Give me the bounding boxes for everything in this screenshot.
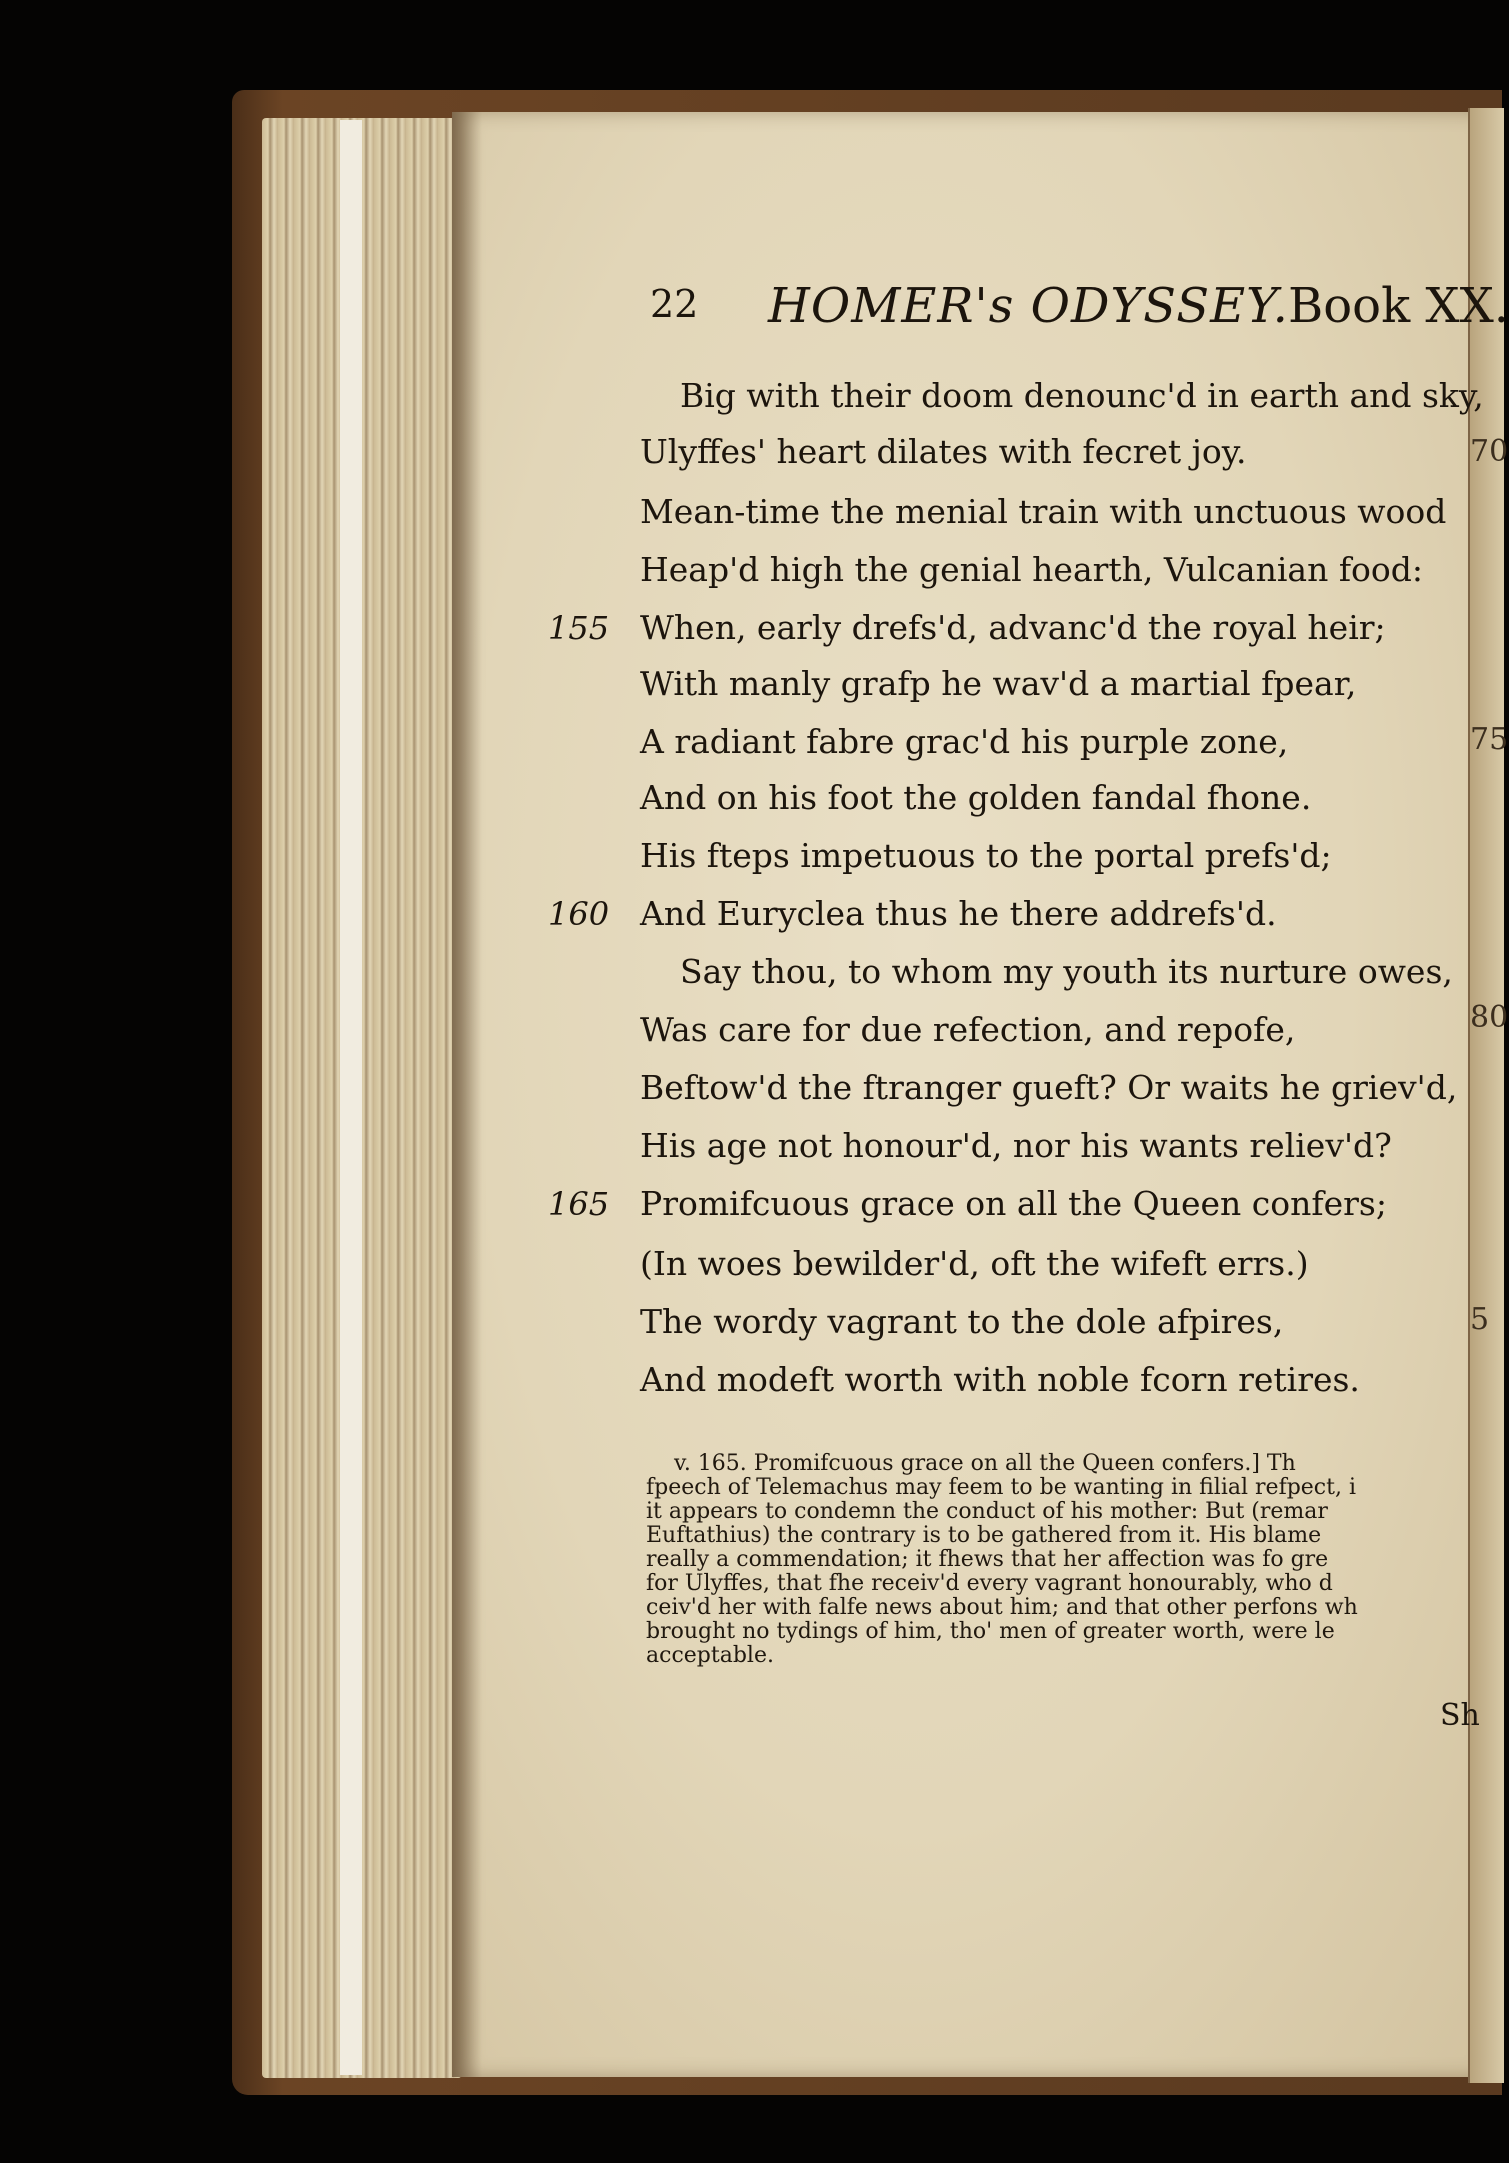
book-section: Book XX. [1288,278,1509,334]
verse-line: His age not honour'd, nor his wants reliev'd? [640,1126,1392,1165]
page-number: 22 [650,282,699,326]
catchword: Sh [1440,1698,1480,1733]
gutter-shadow [452,112,482,2077]
verse-line: With manly grafp he wav'd a martial fpear, [640,664,1357,703]
verse-line: And modeft worth with noble fcorn retires. [640,1360,1360,1399]
verse-line: Beftow'd the ftranger gueft? Or waits he griev'd, [640,1068,1458,1107]
facing-line-number: 75 [1470,722,1509,757]
facing-line-number: 80 [1470,1000,1509,1035]
verse-line: The wordy vagrant to the dole afpires, [640,1302,1284,1341]
page-edges [262,118,462,2078]
verse-line: Promifcuous grace on all the Queen confers; [640,1184,1387,1223]
verse-line: Mean-time the menial train with unctuous wood [640,492,1447,531]
footnote-line: it appears to condemn the conduct of his mother: But (remar [646,1499,1328,1524]
footnote [646,1452,1466,1668]
footnote-line: Euftathius) the contrary is to be gathered from it. His blame [646,1523,1322,1548]
verse-line: And on his foot the golden fandal fhone. [640,778,1312,817]
facing-line-number: 5 [1470,1302,1490,1337]
verse-line: Was care for due refection, and repofe, [640,1010,1296,1049]
line-number: 155 [548,609,610,647]
page-edge-highlight [340,120,362,2075]
facing-line-number: 70 [1470,434,1509,469]
footnote-line: ceiv'd her with falfe news about him; and that other perfons wh [646,1595,1358,1620]
verse-line: Ulyffes' heart dilates with fecret joy. [640,432,1247,471]
verse-line: Heap'd high the genial hearth, Vulcanian food: [640,550,1424,589]
footnote-line: for Ulyffes, that fhe receiv'd every vagrant honourably, who d [646,1571,1333,1596]
verse-line: (In woes bewilder'd, oft the wifeft errs.) [640,1244,1309,1283]
verse-line: Say thou, to whom my youth its nurture owes, [680,952,1453,991]
footnote-line: acceptable. [646,1643,774,1668]
verse-line: His fteps impetuous to the portal prefs'd; [640,836,1332,875]
verse-line: Big with their doom denounc'd in earth and sky, [680,376,1484,415]
line-number: 165 [548,1185,610,1223]
verse-line: And Euryclea thus he there addrefs'd. [640,894,1277,933]
footnote-line: brought no tydings of him, tho' men of greater worth, were le [646,1619,1335,1644]
line-number: 160 [548,895,610,933]
book-title: HOMER's ODYSSEY. [768,278,1289,334]
footnote-line: really a commendation; it fhews that her affection was fo gre [646,1547,1329,1572]
verse-line: A radiant fabre grac'd his purple zone, [640,722,1289,761]
verse-line: When, early drefs'd, advanc'd the royal heir; [640,608,1386,647]
footnote-line: fpeech of Telemachus may feem to be wanting in filial refpect, i [646,1475,1356,1500]
footnote-line: v. 165. Promifcuous grace on all the Queen confers.] Th [674,1451,1296,1476]
